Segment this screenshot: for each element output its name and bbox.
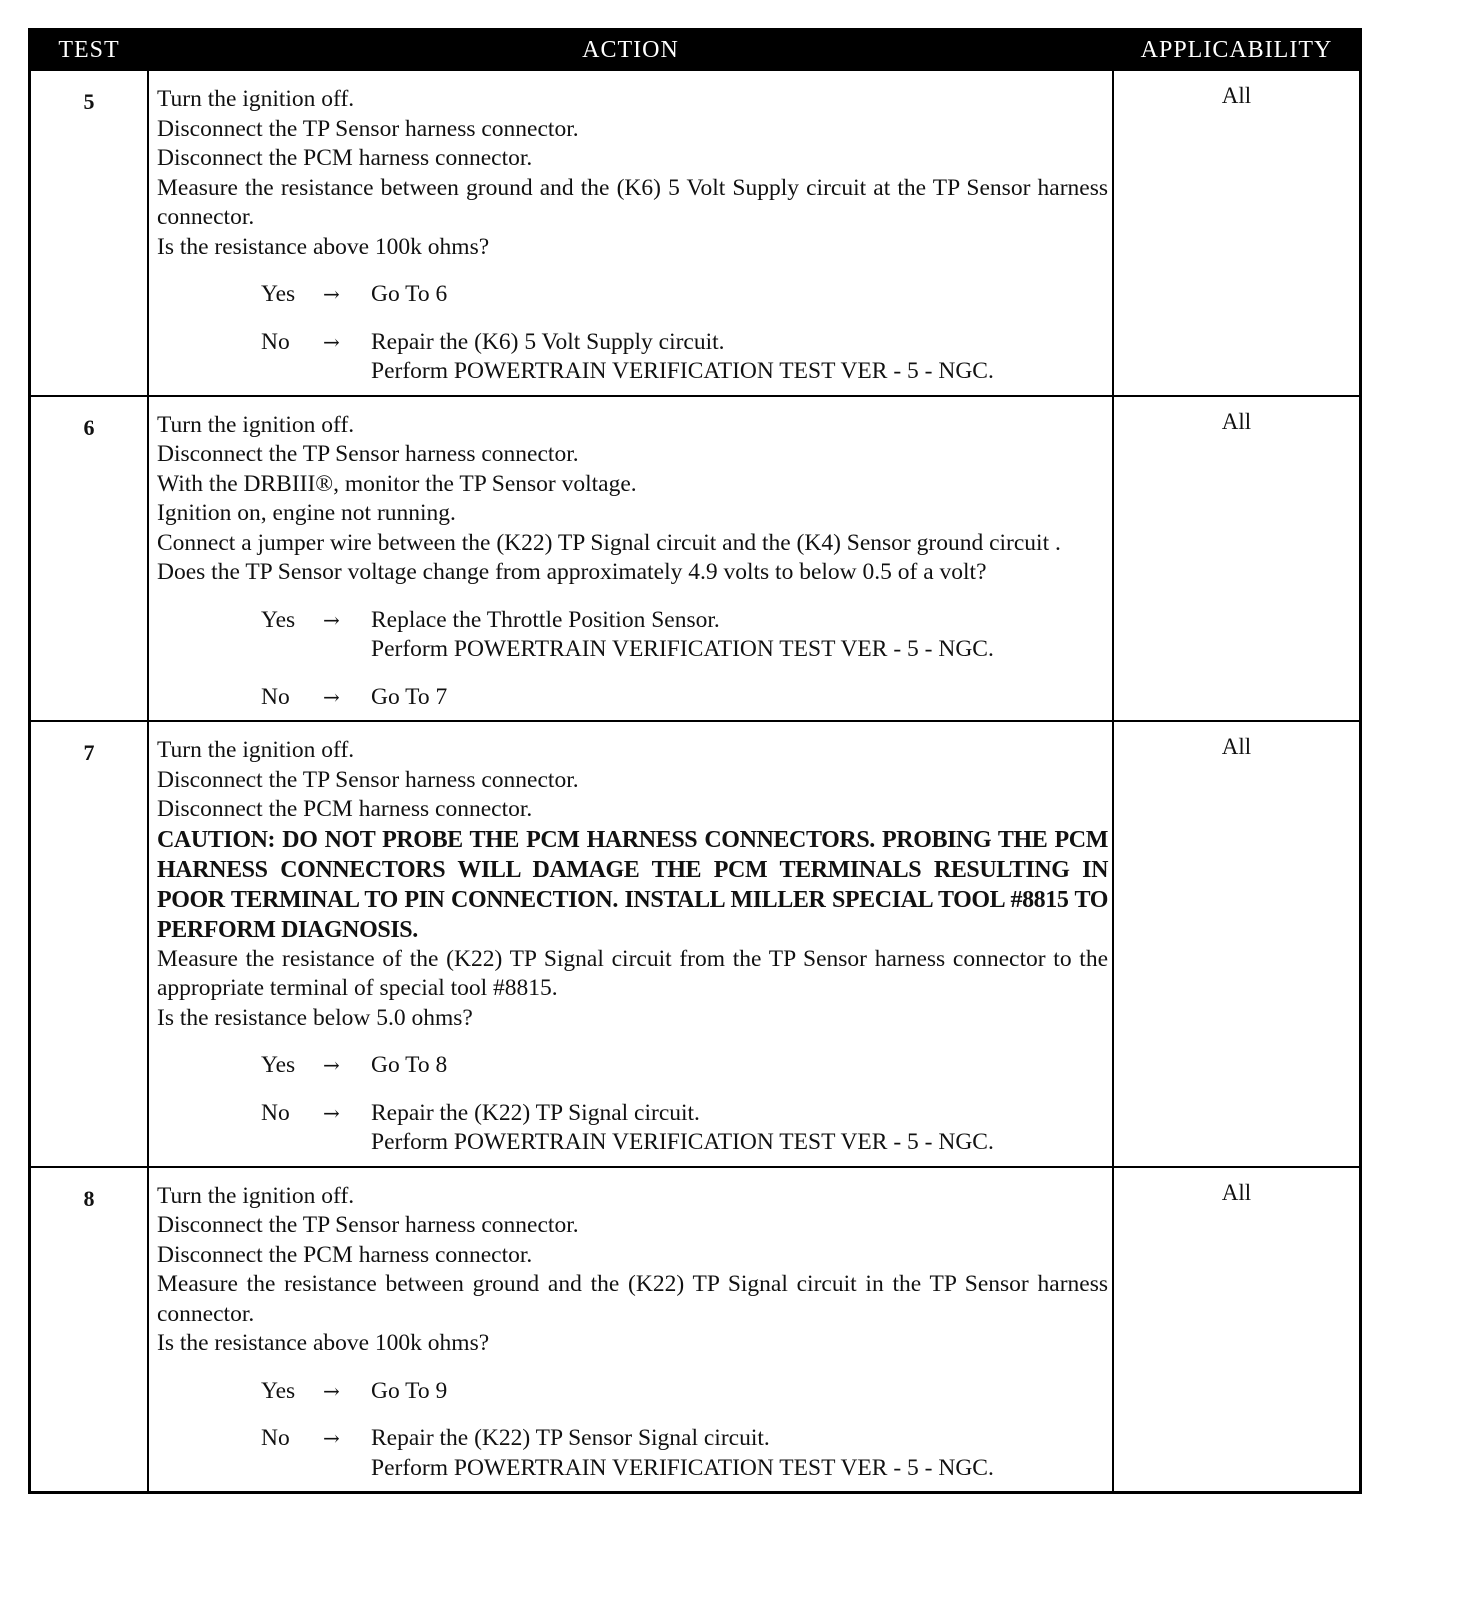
action-cell [148,70,1113,396]
step-line: Turn the ignition off. [157,411,355,438]
step-line: Turn the ignition off. [157,1182,355,1209]
right-arrow-icon: → [323,684,340,709]
step-line: Connect a jumper wire between the (K22) TP Signal circuit and the (K4) Sensor ground circuit . [157,529,1061,556]
outcome-yes [261,1051,1108,1081]
yes-label: Yes [261,1052,296,1078]
step-line: Disconnect the PCM harness connector. [157,1241,533,1268]
outcomes [157,280,1108,387]
step-question: Is the resistance above 100k ohms? [157,1330,490,1356]
table-row [31,70,1359,396]
step-line: Turn the ignition off. [157,737,355,763]
yes-label: Yes [261,281,296,307]
applicability-cell: All [1113,396,1359,722]
yes-label: Yes [261,1377,296,1404]
test-number: 5 [31,70,148,396]
table-row [31,1167,1359,1492]
header-applicability: APPLICABILITY [1113,31,1359,70]
outcomes [157,606,1108,713]
outcome-no [261,683,1108,713]
outcome-result [371,1377,1108,1407]
step-line: Measure the resistance between ground and the (K22) TP Signal circuit in the TP Sensor harness connector. [157,1271,1108,1327]
outcome-no [261,1424,1108,1483]
result-line: Repair the (K22) TP Signal circuit. [371,1099,700,1126]
diagnostic-table [31,31,1359,1491]
result-line: Go To 7 [371,683,448,710]
right-arrow-icon: → [323,607,340,632]
step-line: Disconnect the PCM harness connector. [157,796,533,822]
test-number: 8 [31,1167,148,1492]
outcome-result [371,328,1108,387]
outcomes [157,1377,1108,1484]
diagnostic-table-page [28,28,1362,1494]
table-row [31,721,1359,1167]
result-line: Perform POWERTRAIN VERIFICATION TEST VER - 5 - NGC. [371,1454,994,1481]
header-action: ACTION [148,31,1113,70]
outcome-yes [261,606,1108,665]
no-label: No [261,683,290,710]
no-label: No [261,1425,290,1451]
no-label: No [261,328,290,355]
step-line: Disconnect the TP Sensor harness connector. [157,441,579,467]
step-line: Turn the ignition off. [157,86,355,112]
outcome-no [261,328,1108,387]
outcome-result [371,1051,1108,1081]
right-arrow-icon: → [323,1426,340,1450]
outcome-result [371,1099,1108,1158]
right-arrow-icon: → [323,282,340,306]
outcome-result [371,606,1108,665]
result-line: Repair the (K22) TP Sensor Signal circuit. [371,1425,770,1451]
outcome-result [371,683,1108,713]
step-line: Ignition on, engine not running. [157,500,456,526]
step-line: Disconnect the TP Sensor harness connector. [157,115,579,142]
outcome-result [371,280,1108,310]
table-header-row [31,31,1359,70]
result-line: Perform POWERTRAIN VERIFICATION TEST VER - 5 - NGC. [371,358,994,384]
outcome-yes [261,280,1108,310]
outcome-no [261,1099,1108,1158]
result-line: Repair the (K6) 5 Volt Supply circuit. [371,328,725,355]
step-line: Measure the resistance between ground and the (K6) 5 Volt Supply circuit at the TP Sensor harness connector. [157,174,1108,230]
outcomes [157,1051,1108,1158]
right-arrow-icon: → [323,329,340,354]
action-cell [148,1167,1113,1492]
result-line: Go To 6 [371,281,448,307]
table-row [31,396,1359,722]
step-line: Measure the resistance of the (K22) TP Signal circuit from the TP Sensor harness connector to the appropriate terminal of special tool #8815. [157,945,1108,1001]
right-arrow-icon: → [323,1378,340,1403]
step-question: Is the resistance below 5.0 ohms? [157,1004,473,1031]
step-line: With the DRBIII®, monitor the TP Sensor voltage. [157,470,637,497]
result-line: Perform POWERTRAIN VERIFICATION TEST VER - 5 - NGC. [371,636,994,662]
test-number: 7 [31,721,148,1167]
test-number: 6 [31,396,148,722]
step-line: Disconnect the TP Sensor harness connector. [157,766,579,793]
step-question: Does the TP Sensor voltage change from approximately 4.9 volts to below 0.5 of a volt? [157,559,987,585]
result-line: Go To 9 [371,1377,448,1404]
action-cell [148,396,1113,722]
result-line: Go To 8 [371,1052,448,1078]
no-label: No [261,1099,290,1126]
action-cell [148,721,1113,1167]
step-line: Disconnect the PCM harness connector. [157,145,533,171]
header-test: TEST [31,31,148,70]
result-line: Replace the Throttle Position Sensor. [371,606,720,633]
step-line: Disconnect the TP Sensor harness connector. [157,1212,579,1238]
applicability-cell: All [1113,1167,1359,1492]
result-line: Perform POWERTRAIN VERIFICATION TEST VER - 5 - NGC. [371,1129,994,1155]
outcome-result [371,1424,1108,1483]
yes-label: Yes [261,606,296,633]
applicability-cell: All [1113,721,1359,1167]
right-arrow-icon: → [323,1053,340,1077]
outcome-yes [261,1377,1108,1407]
right-arrow-icon: → [323,1100,340,1125]
step-question: Is the resistance above 100k ohms? [157,233,490,260]
applicability-cell: All [1113,70,1359,396]
caution-text: CAUTION: DO NOT PROBE THE PCM HARNESS CONNECTORS. PROBING THE PCM HARNESS CONNECTORS WILL DAMAGE THE PCM TERMINALS RESULTING IN POOR TERMINAL TO PIN CONNECTION. INSTALL MILLER SPECIAL TOOL #8815 TO PERFORM DIAGNOSIS. [157,826,1108,943]
